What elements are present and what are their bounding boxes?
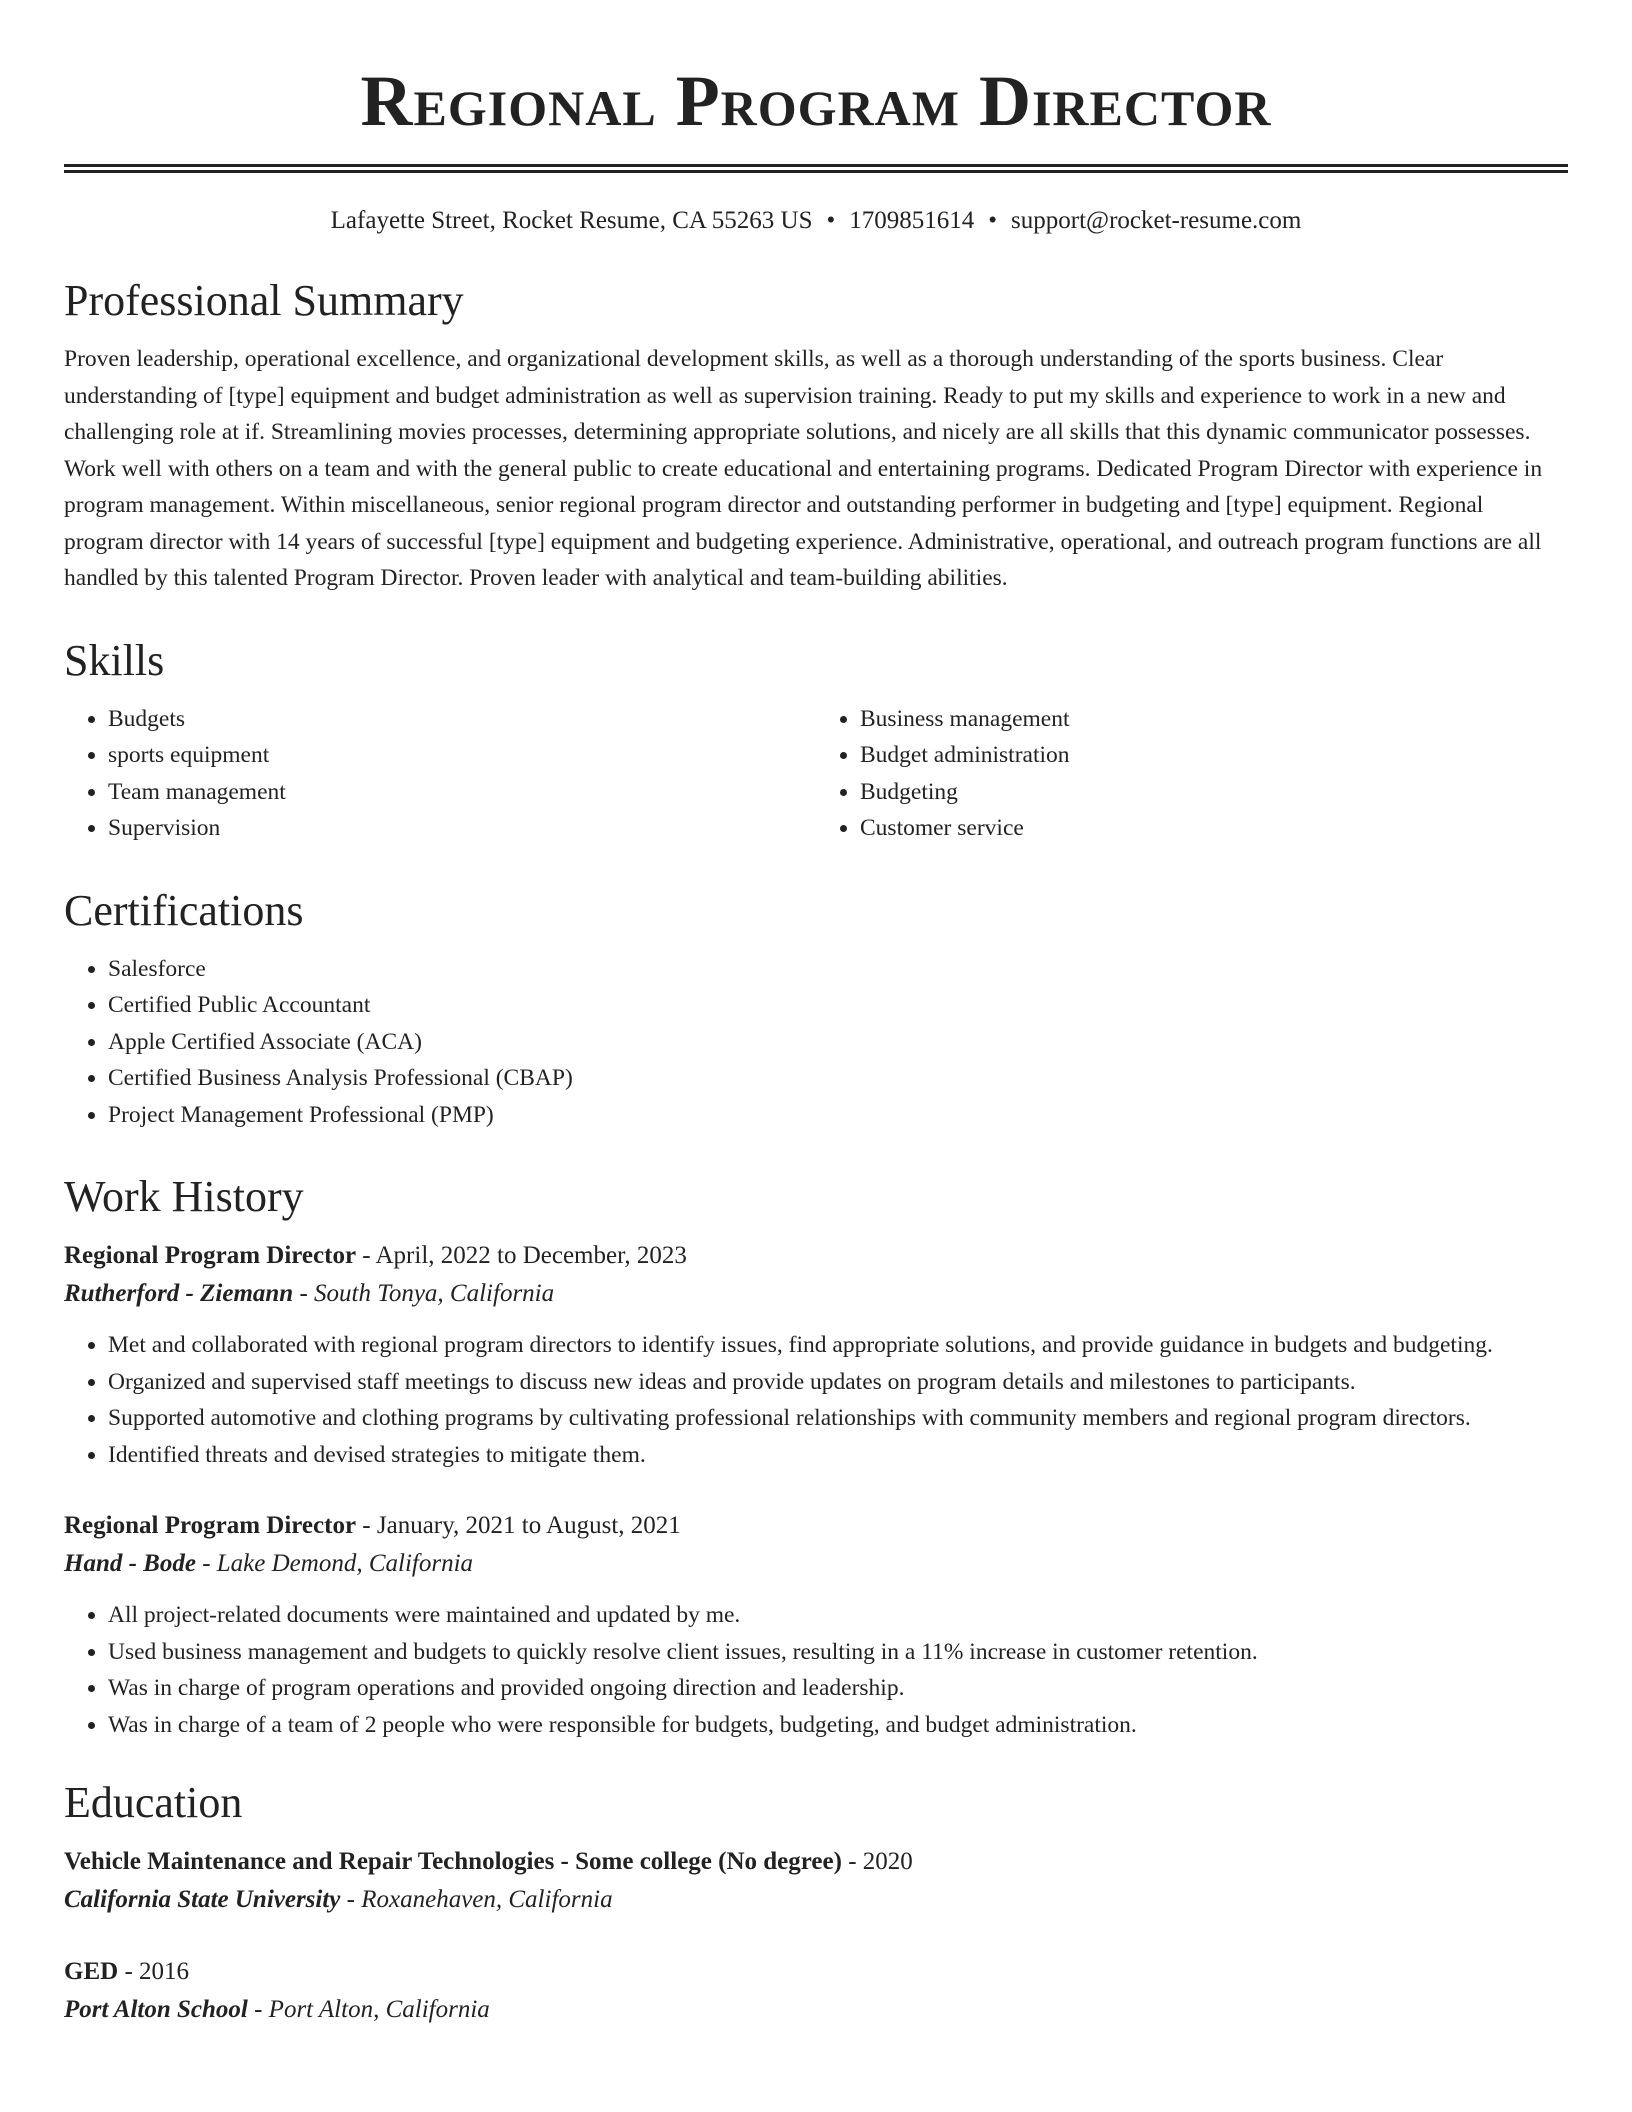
degree-line xyxy=(64,1953,1568,1991)
skills-list-left xyxy=(64,701,816,847)
degree-year: - 2016 xyxy=(118,1958,190,1985)
contact-separator: • xyxy=(988,207,998,234)
list-item: • Project Management Professional (PMP) xyxy=(108,1097,1568,1134)
list-item: • Budgets xyxy=(108,701,816,738)
list-item: • All project-related documents were maintained and updated by me. xyxy=(108,1597,1568,1634)
list-item: • Was in charge of program operations and provided ongoing direction and leadership. xyxy=(108,1670,1568,1707)
skills-columns xyxy=(64,701,1568,847)
contact-email: support@rocket-resume.com xyxy=(1011,207,1302,234)
job-dates: - April, 2022 to December, 2023 xyxy=(356,1242,687,1269)
company-location: - South Tonya, California xyxy=(293,1280,555,1307)
school-name: California State University xyxy=(64,1886,341,1913)
certifications-list xyxy=(64,951,1568,1134)
school-location: - Port Alton, California xyxy=(247,1996,490,2023)
contact-phone: 1709851614 xyxy=(849,207,975,234)
school-location: - Roxanehaven, California xyxy=(340,1886,613,1913)
list-item: • Used business management and budgets to quickly resolve client issues, resulting in a 11% increase in customer retention. xyxy=(108,1634,1568,1671)
education-section xyxy=(64,1777,1568,2029)
school-name: Port Alton School xyxy=(64,1996,248,2023)
list-item: • Identified threats and devised strategies to mitigate them. xyxy=(108,1437,1568,1474)
certifications-heading: Certifications xyxy=(64,885,304,935)
company-name: Rutherford - Ziemann xyxy=(64,1280,294,1307)
job-bullets xyxy=(64,1327,1568,1473)
education-entry xyxy=(64,1953,1568,2029)
company-line xyxy=(64,1275,1568,1313)
skills-section xyxy=(64,635,1568,847)
job-title: Regional Program Director xyxy=(64,1242,357,1269)
list-item: • Apple Certified Associate (ACA) xyxy=(108,1024,1568,1061)
job-title: Regional Program Director xyxy=(64,1512,357,1539)
resume-title: Regional Program Director xyxy=(360,61,1272,141)
education-entry xyxy=(64,1843,1568,1919)
list-item: • Was in charge of a team of 2 people who were responsible for budgets, budgeting, and budget administration. xyxy=(108,1707,1568,1744)
list-item: • Team management xyxy=(108,774,816,811)
company-name: Hand - Bode xyxy=(64,1550,196,1577)
job-entry xyxy=(64,1507,1568,1743)
work-history-heading: Work History xyxy=(64,1172,304,1221)
education-heading: Education xyxy=(64,1778,243,1827)
job-bullets xyxy=(64,1597,1568,1743)
list-item: • Salesforce xyxy=(108,951,1568,988)
skills-heading: Skills xyxy=(64,635,165,685)
list-item: • sports equipment xyxy=(108,737,816,774)
company-location: - Lake Demond, California xyxy=(195,1550,474,1577)
summary-text: Proven leadership, operational excellence, and organizational development skills, as well as a thorough understanding of the sports business. Clear understanding of [type] equipment and budget administration as well as supervision training. Ready to put my skills and experience to work in a new and challenging role at if. Streamlining movies processes, determining appropriate solutions, and nicely are all skills that this dynamic communicator possesses. Work well with others on a team and with the general public to create educational and entertaining programs. Dedicated Program Director with experience in program management. Within miscellaneous, senior regional program director and outstanding performer in budgeting and [type] equipment. Regional program director with 14 years of successful [type] equipment and budgeting experience. Administrative, operational, and outreach program functions are all handled by this talented Program Director. Proven leader with analytical and team-building abilities. xyxy=(64,346,1543,591)
job-dates: - January, 2021 to August, 2021 xyxy=(356,1512,681,1539)
degree-year: - 2020 xyxy=(841,1848,913,1875)
school-line xyxy=(64,1881,1568,1919)
contact-address: Lafayette Street, Rocket Resume, CA 55263 US xyxy=(330,207,813,234)
contact-line xyxy=(64,205,1568,237)
list-item: • Met and collaborated with regional program directors to identify issues, find appropriate solutions, and provide guidance in budgets and budgeting. xyxy=(108,1327,1568,1364)
degree-line xyxy=(64,1843,1568,1881)
title-divider xyxy=(64,164,1568,173)
degree-name: GED xyxy=(64,1958,119,1985)
job-title-line xyxy=(64,1237,1568,1275)
work-history-section xyxy=(64,1171,1568,1743)
list-item: • Organized and supervised staff meetings to discuss new ideas and provide updates on program details and milestones to participants. xyxy=(108,1364,1568,1401)
list-item: • Customer service xyxy=(860,810,1568,847)
school-line xyxy=(64,1991,1568,2029)
list-item: • Supervision xyxy=(108,810,816,847)
list-item: • Budgeting xyxy=(860,774,1568,811)
list-item: • Business management xyxy=(860,701,1568,738)
company-line xyxy=(64,1545,1568,1583)
list-item: • Supported automotive and clothing programs by cultivating professional relationships with community members and regional program directors. xyxy=(108,1400,1568,1437)
job-entry xyxy=(64,1237,1568,1473)
job-title-line xyxy=(64,1507,1568,1545)
summary-heading: Professional Summary xyxy=(64,276,464,325)
summary-section xyxy=(64,275,1568,597)
degree-name: Vehicle Maintenance and Repair Technologies - Some college (No degree) xyxy=(64,1848,842,1875)
list-item: • Certified Public Accountant xyxy=(108,987,1568,1024)
list-item: • Budget administration xyxy=(860,737,1568,774)
contact-separator: • xyxy=(826,207,836,234)
skills-list-right xyxy=(816,701,1568,847)
certifications-section xyxy=(64,885,1568,1134)
list-item: • Certified Business Analysis Professional (CBAP) xyxy=(108,1060,1568,1097)
